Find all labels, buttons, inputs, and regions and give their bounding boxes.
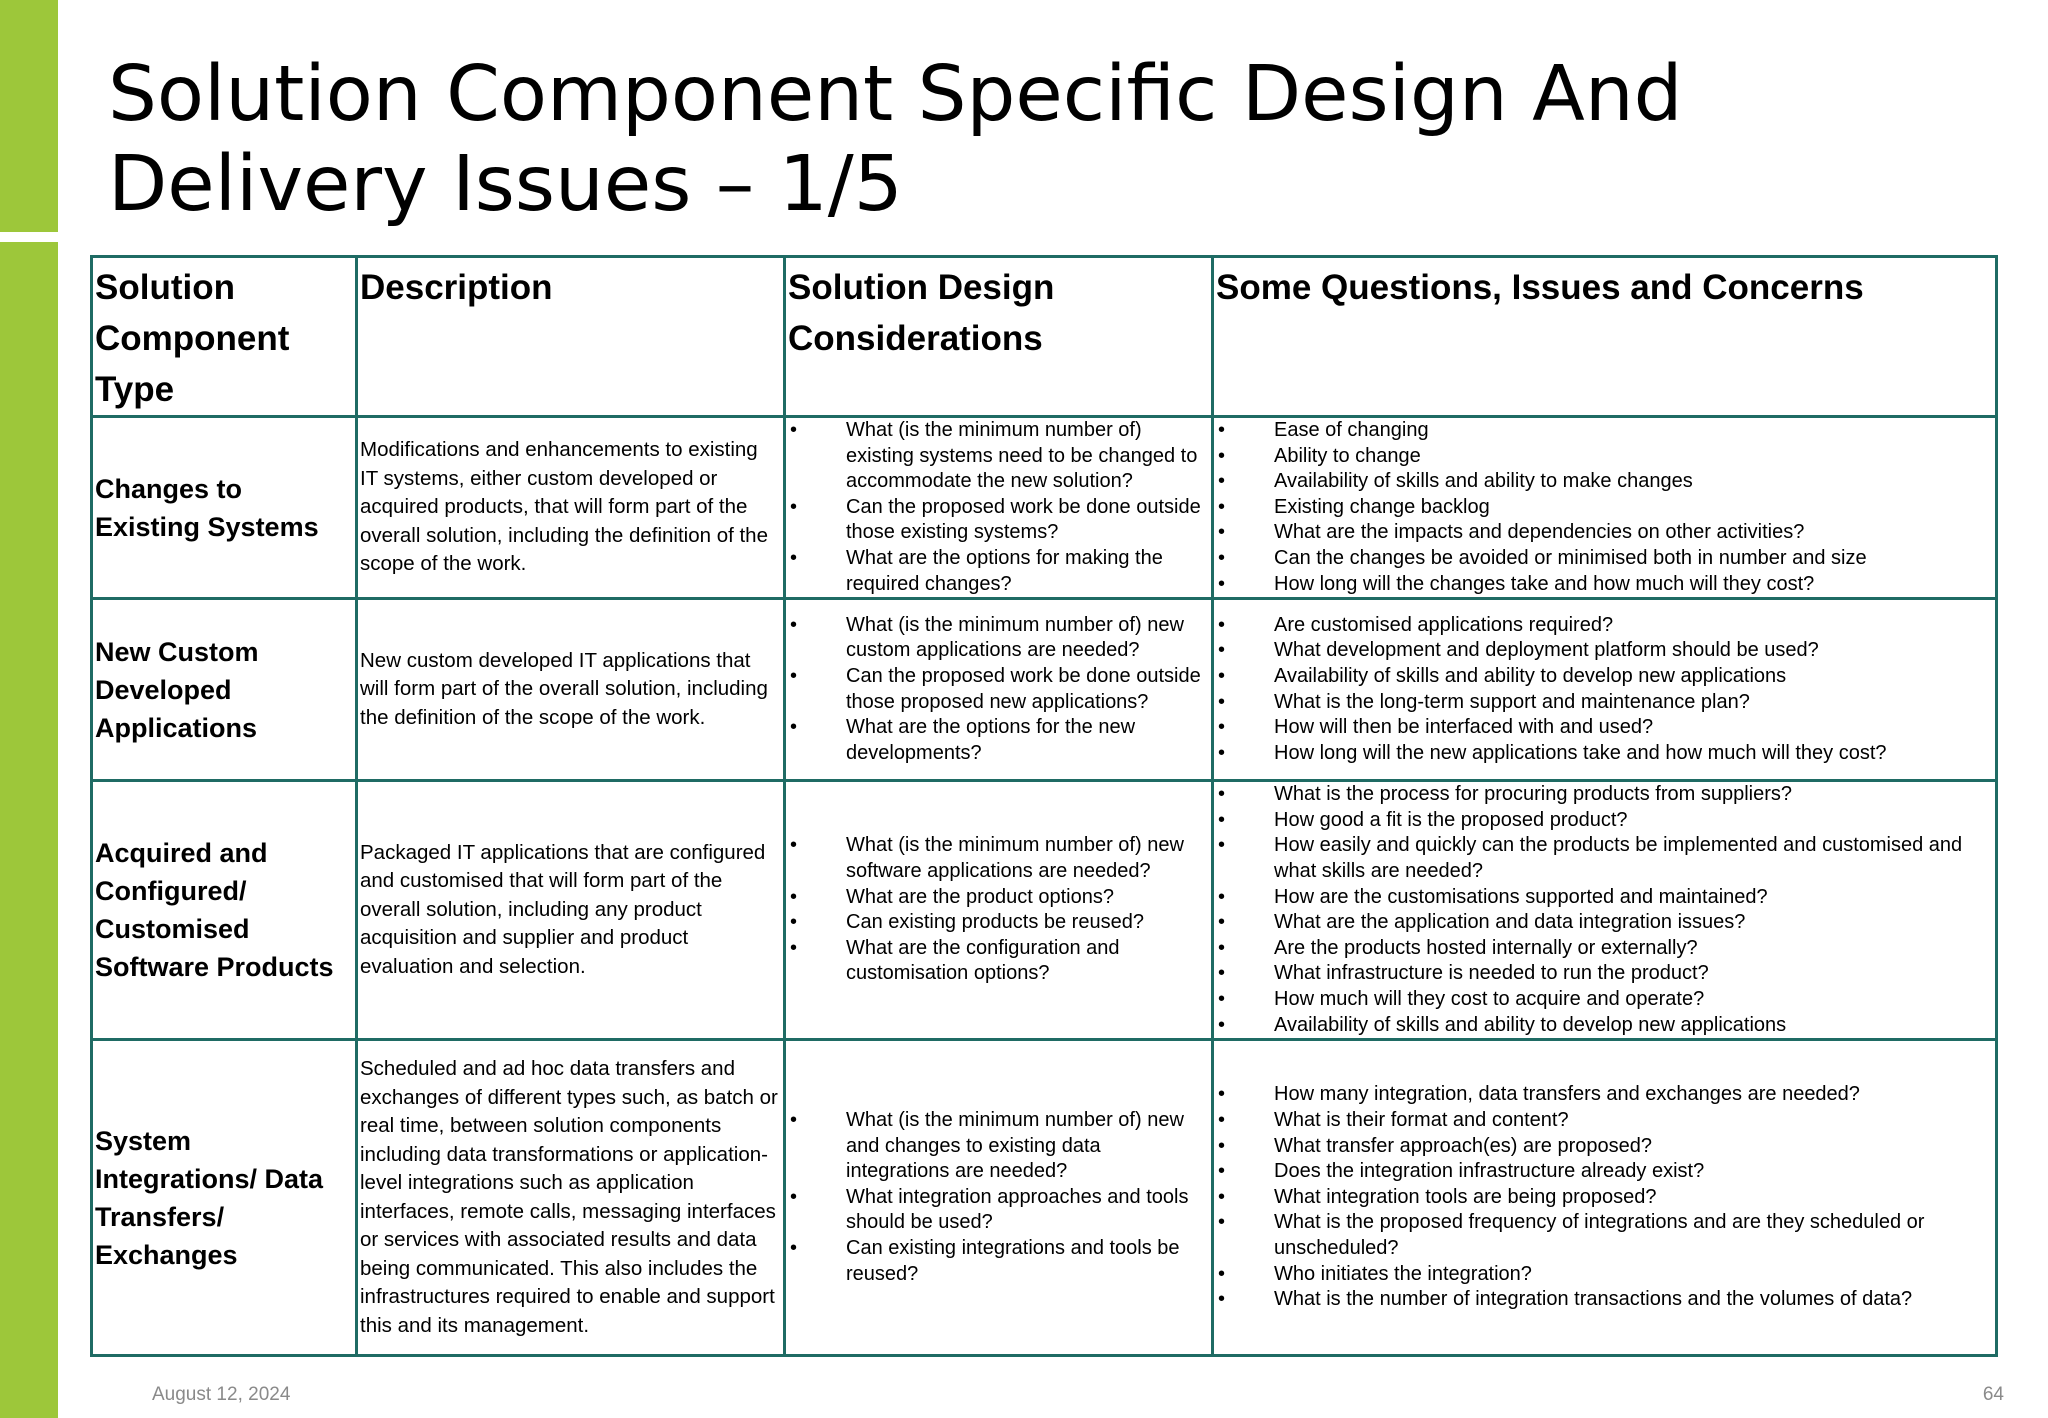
- consideration-item: • What (is the minimum number of) existing systems need to be changed to accommodate the new solution?: [788, 418, 1209, 495]
- question-item: • What is the number of integration transactions and the volumes of data?: [1216, 1287, 1993, 1313]
- question-item: • How long will the changes take and how much will they cost?: [1216, 572, 1993, 598]
- questions-cell: [1213, 417, 1997, 599]
- consideration-item: • Can the proposed work be done outside those proposed new applications?: [788, 664, 1209, 715]
- bullet-list: [788, 1108, 1209, 1287]
- consideration-item: • What are the configuration and customisation options?: [788, 936, 1209, 987]
- question-item: • Are the products hosted internally or externally?: [1216, 936, 1993, 962]
- bullet-list: [1216, 782, 1993, 1038]
- consideration-item: • Can existing products be reused?: [788, 910, 1209, 936]
- question-item: • What are the application and data integration issues?: [1216, 910, 1993, 936]
- accent-bar: [0, 242, 58, 1418]
- header-questions-issues: Some Questions, Issues and Concerns: [1213, 257, 1997, 417]
- page-number: 64: [1982, 1384, 2004, 1405]
- question-item: • What is the long-term support and maintenance plan?: [1216, 690, 1993, 716]
- considerations-cell: [785, 781, 1213, 1040]
- question-item: • How are the customisations supported and maintained?: [1216, 885, 1993, 911]
- table-row: [92, 417, 1997, 599]
- header-component-type: Solution Component Type: [92, 257, 357, 417]
- table-header-row: [92, 257, 1997, 417]
- footer-date: August 12, 2024: [152, 1384, 291, 1405]
- description-cell: Packaged IT applications that are configured and customised that will form part of the overall solution, including any product acquisition and supplier and product evaluation and selection.: [357, 781, 785, 1040]
- accent-bar: [0, 0, 58, 232]
- questions-cell: [1213, 599, 1997, 781]
- question-item: • How will then be interfaced with and used?: [1216, 715, 1993, 741]
- question-item: • Ease of changing: [1216, 418, 1993, 444]
- table-row: [92, 781, 1997, 1040]
- question-item: • Availability of skills and ability to develop new applications: [1216, 664, 1993, 690]
- question-item: • What infrastructure is needed to run the product?: [1216, 961, 1993, 987]
- question-item: • How easily and quickly can the products be implemented and customised and what skills are needed?: [1216, 833, 1993, 884]
- question-item: • What is their format and content?: [1216, 1108, 1993, 1134]
- consideration-item: • What (is the minimum number of) new and changes to existing data integrations are needed?: [788, 1108, 1209, 1185]
- bullet-list: [1216, 1082, 1993, 1312]
- bullet-list: [1216, 613, 1993, 767]
- description-cell: New custom developed IT applications that will form part of the overall solution, including the definition of the scope of the work.: [357, 599, 785, 781]
- consideration-item: • What (is the minimum number of) new custom applications are needed?: [788, 613, 1209, 664]
- table-body: [92, 417, 1997, 1356]
- consideration-item: • Can the proposed work be done outside those existing systems?: [788, 495, 1209, 546]
- question-item: • How long will the new applications take and how much will they cost?: [1216, 741, 1993, 767]
- table-row: [92, 599, 1997, 781]
- question-item: • What development and deployment platform should be used?: [1216, 638, 1993, 664]
- bullet-list: [788, 418, 1209, 597]
- consideration-item: • What are the options for the new developments?: [788, 715, 1209, 766]
- solution-component-table: [90, 255, 1998, 1357]
- consideration-item: • What integration approaches and tools should be used?: [788, 1185, 1209, 1236]
- bullet-list: [788, 833, 1209, 987]
- slide-title: Solution Component Specific Design And Delivery Issues – 1/5: [108, 50, 1683, 229]
- question-item: • What is the process for procuring products from suppliers?: [1216, 782, 1993, 808]
- consideration-item: • Can existing integrations and tools be reused?: [788, 1236, 1209, 1287]
- considerations-cell: [785, 599, 1213, 781]
- question-item: • What integration tools are being proposed?: [1216, 1185, 1993, 1211]
- question-item: • How good a fit is the proposed product?: [1216, 808, 1993, 834]
- consideration-item: • What (is the minimum number of) new software applications are needed?: [788, 833, 1209, 884]
- consideration-item: • What are the options for making the required changes?: [788, 546, 1209, 597]
- considerations-cell: [785, 417, 1213, 599]
- question-item: • Existing change backlog: [1216, 495, 1993, 521]
- question-item: • Availability of skills and ability to develop new applications: [1216, 1013, 1993, 1039]
- bullet-list: [788, 613, 1209, 767]
- component-type-cell: System Integrations/ Data Transfers/ Exchanges: [92, 1040, 357, 1356]
- header-design-considerations: Solution Design Considerations: [785, 257, 1213, 417]
- component-type-cell: Changes to Existing Systems: [92, 417, 357, 599]
- question-item: • What are the impacts and dependencies on other activities?: [1216, 520, 1993, 546]
- considerations-cell: [785, 1040, 1213, 1356]
- question-item: • How many integration, data transfers and exchanges are needed?: [1216, 1082, 1993, 1108]
- component-type-cell: Acquired and Configured/ Customised Software Products: [92, 781, 357, 1040]
- question-item: • Ability to change: [1216, 444, 1993, 470]
- header-description: Description: [357, 257, 785, 417]
- description-cell: Scheduled and ad hoc data transfers and exchanges of different types such, as batch or real time, between solution components including data transformations or application-level integrations such as application interfaces, remote calls, messaging interfaces or services with associated results and data being communicated. This also includes the infrastructures required to enable and support this and its management.: [357, 1040, 785, 1356]
- question-item: • Does the integration infrastructure already exist?: [1216, 1159, 1993, 1185]
- bullet-list: [1216, 418, 1993, 597]
- question-item: • Are customised applications required?: [1216, 613, 1993, 639]
- question-item: • How much will they cost to acquire and operate?: [1216, 987, 1993, 1013]
- questions-cell: [1213, 1040, 1997, 1356]
- question-item: • Can the changes be avoided or minimised both in number and size: [1216, 546, 1993, 572]
- table-row: [92, 1040, 1997, 1356]
- question-item: • Who initiates the integration?: [1216, 1262, 1993, 1288]
- description-cell: Modifications and enhancements to existing IT systems, either custom developed or acquired products, that will form part of the overall solution, including the definition of the scope of the work.: [357, 417, 785, 599]
- question-item: • What is the proposed frequency of integrations and are they scheduled or unscheduled?: [1216, 1210, 1993, 1261]
- questions-cell: [1213, 781, 1997, 1040]
- question-item: • Availability of skills and ability to make changes: [1216, 469, 1993, 495]
- question-item: • What transfer approach(es) are proposed?: [1216, 1134, 1993, 1160]
- component-type-cell: New Custom Developed Applications: [92, 599, 357, 781]
- consideration-item: • What are the product options?: [788, 885, 1209, 911]
